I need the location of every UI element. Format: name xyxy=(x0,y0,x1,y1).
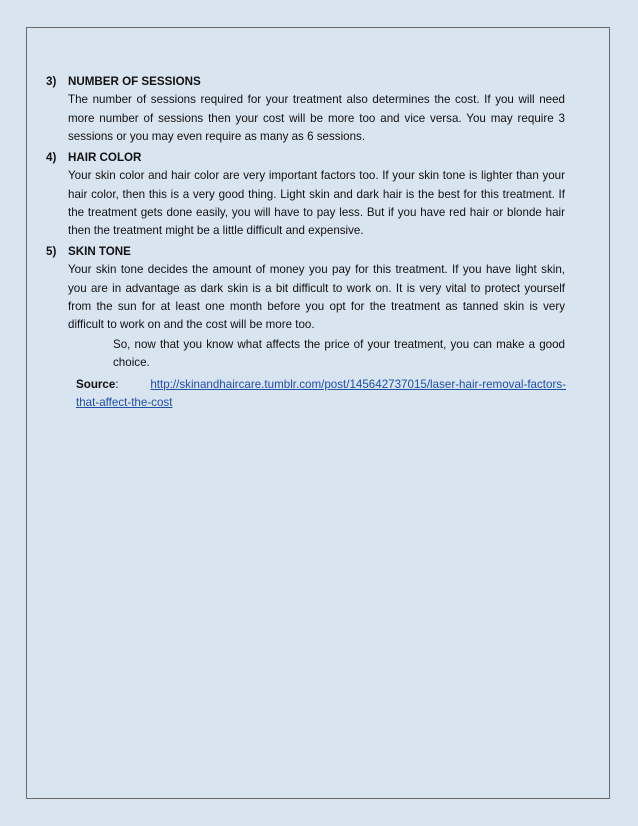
section-heading: NUMBER OF SESSIONS xyxy=(68,75,201,88)
section-body: The number of sessions required for your treatment also determines the cost. If you will need more number of sessions then your cost will be more too and vice versa. You may require 3 sessions or you may even require as many as 6 sessions. xyxy=(68,93,565,143)
section-body: Your skin color and hair color are very important factors too. If your skin tone is lighter than your hair color, then this is a very good thing. Light skin and dark hair is the best for this treatment. If the treatment gets done easily, you will have to pay less. But if you have red hair or blonde hair then the treatment might be a little difficult and expensive. xyxy=(68,169,565,238)
source-label: Source xyxy=(76,378,116,391)
source-citation xyxy=(76,376,566,413)
section-number-of-sessions xyxy=(46,73,565,146)
section-hair-color xyxy=(46,149,565,240)
closing-paragraph: So, now that you know what affects the price of your treatment, you can make a good choice. xyxy=(113,338,565,370)
source-link[interactable]: http://skinandhaircare.tumblr.com/post/145642737015/laser-hair-removal-factors-that-affect-the-cost xyxy=(76,378,566,410)
section-number: 5) xyxy=(46,245,57,258)
section-heading: SKIN TONE xyxy=(68,245,131,258)
section-body: Your skin tone decides the amount of money you pay for this treatment. If you have light skin, you are in advantage as dark skin is a bit difficult to work on. It is very vital to protect yourself from the sun for at least one month before you opt for the treatment as tanned skin is very difficult to work on and the cost will be more too. xyxy=(68,263,565,332)
source-colon: : xyxy=(115,378,151,391)
section-skin-tone xyxy=(46,243,565,334)
section-number: 3) xyxy=(46,75,57,88)
section-number: 4) xyxy=(46,151,57,164)
section-heading: HAIR COLOR xyxy=(68,151,142,164)
